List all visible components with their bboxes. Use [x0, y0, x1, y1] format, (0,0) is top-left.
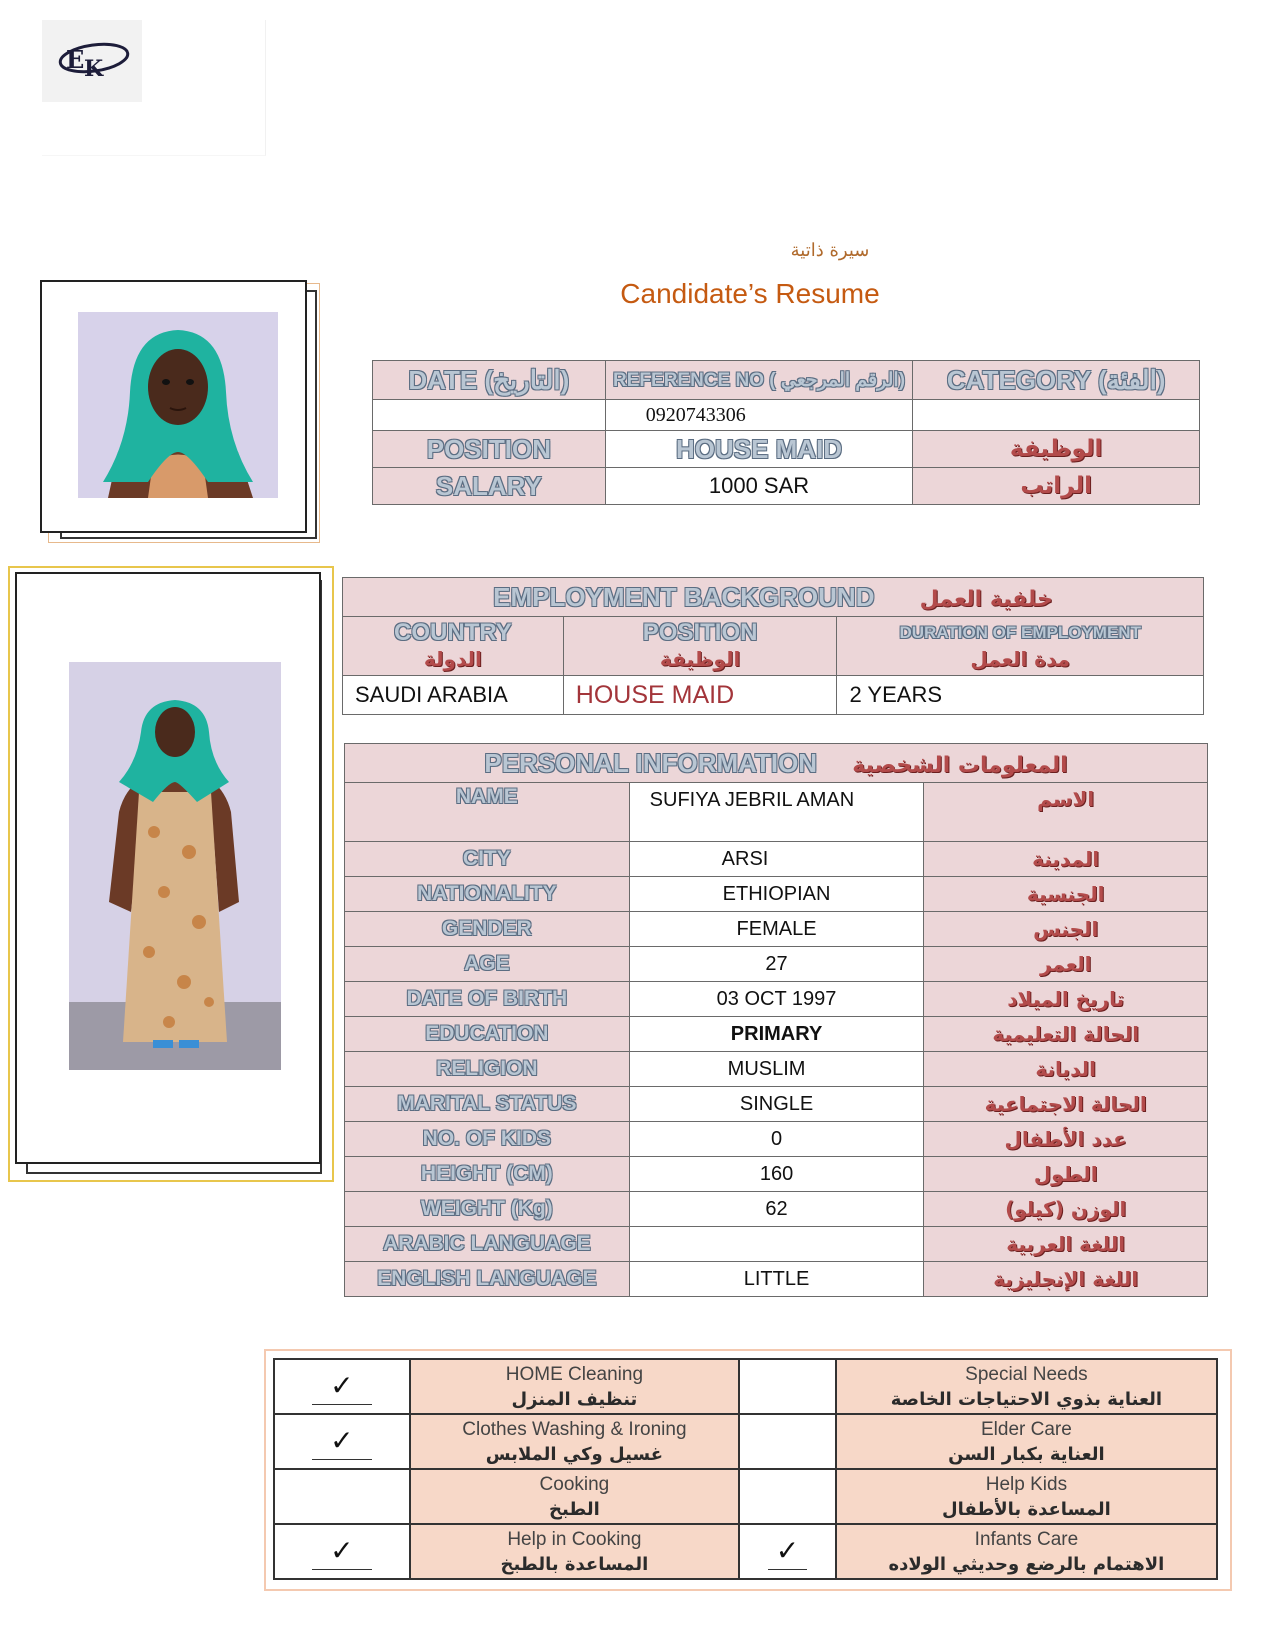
marital-status-label-arabic: الحالة الاجتماعية: [924, 1087, 1208, 1122]
skill-label-arabic: المساعدة بالطبخ: [500, 1553, 649, 1575]
city-label: CITY: [345, 842, 630, 877]
nationality-label-arabic: الجنسية: [924, 877, 1208, 912]
marital-status-value: SINGLE: [629, 1087, 924, 1122]
duration-label: DURATION OF EMPLOYMENT: [899, 623, 1141, 642]
skill-label-arabic: العناية بكبار السن: [948, 1443, 1105, 1465]
salary-value: 1000 SAR: [605, 468, 913, 505]
skill-label: Help in Cooking: [507, 1528, 642, 1550]
page-title: Candidate’s Resume: [620, 278, 880, 309]
education-label-arabic: الحالة التعليمية: [924, 1017, 1208, 1052]
nationality-value: ETHIOPIAN: [629, 877, 924, 912]
skill-clothes-washing: [410, 1414, 739, 1469]
emp-position-label-arabic: الوظيفة: [659, 647, 741, 671]
age-value: 27: [629, 947, 924, 982]
skill-elder-care: [836, 1414, 1217, 1469]
skill-label-arabic: تنظيف المنزل: [511, 1388, 638, 1410]
check-special-needs: [739, 1359, 836, 1414]
kids-label: NO. OF KIDS: [345, 1122, 630, 1157]
employment-heading-arabic: خلفية العمل: [919, 586, 1053, 612]
education-value: PRIMARY: [629, 1017, 924, 1052]
dob-label: DATE OF BIRTH: [345, 982, 630, 1017]
svg-text:K: K: [84, 56, 104, 82]
title-arabic: سيرة ذاتية: [790, 240, 870, 261]
skills-table: [273, 1358, 1218, 1580]
skill-help-kids: [836, 1469, 1217, 1524]
country-value: SAUDI ARABIA: [343, 676, 564, 715]
education-label: EDUCATION: [345, 1017, 630, 1052]
arabic-language-label-arabic: اللغة العربية: [924, 1227, 1208, 1262]
skill-cooking: [410, 1469, 739, 1524]
arabic-language-label: ARABIC LANGUAGE: [345, 1227, 630, 1262]
city-label-arabic: المدينة: [924, 842, 1208, 877]
position-value: HOUSE MAID: [605, 431, 913, 468]
reference-label: REFERENCE NO ( الرقم المرجعي): [605, 361, 913, 400]
height-label: HEIGHT (CM): [345, 1157, 630, 1192]
name-label-arabic: الاسم: [924, 783, 1208, 842]
employment-heading: EMPLOYMENT BACKGROUND: [493, 581, 875, 612]
marital-status-label: MARITAL STATUS: [345, 1087, 630, 1122]
gender-value: FEMALE: [629, 912, 924, 947]
duration-label-arabic: مدة العمل: [970, 647, 1071, 671]
skill-special-needs: [836, 1359, 1217, 1414]
check-mark-icon: ✓: [312, 1533, 371, 1570]
category-label: CATEGORY (الفئة): [913, 361, 1200, 400]
country-header: [343, 617, 564, 676]
age-label-arabic: العمر: [924, 947, 1208, 982]
skill-label: Special Needs: [965, 1363, 1088, 1385]
logo-container: [42, 20, 266, 156]
skill-label-arabic: غسيل وكي الملابس: [485, 1443, 664, 1465]
summary-table: [372, 360, 1200, 505]
nationality-label: NATIONALITY: [345, 877, 630, 912]
name-value: SUFIYA JEBRIL AMAN: [629, 783, 924, 842]
kids-label-arabic: عدد الأطفال: [924, 1122, 1208, 1157]
skill-label: Help Kids: [985, 1473, 1068, 1495]
country-label: COUNTRY: [394, 619, 512, 646]
position-label-arabic: الوظيفة: [913, 431, 1200, 468]
height-label-arabic: الطول: [924, 1157, 1208, 1192]
personal-heading-cell: [345, 744, 1208, 783]
check-help-kids: [739, 1469, 836, 1524]
weight-label-arabic: الوزن (كيلو): [924, 1192, 1208, 1227]
religion-label-arabic: الديانة: [924, 1052, 1208, 1087]
english-language-label-arabic: اللغة الإنجليزية: [924, 1262, 1208, 1297]
weight-value: 62: [629, 1192, 924, 1227]
weight-label: WEIGHT (Kg): [345, 1192, 630, 1227]
reference-value: 0920743306: [605, 400, 913, 431]
skill-home-cleaning: [410, 1359, 739, 1414]
date-value: [373, 400, 606, 431]
dob-value: 03 OCT 1997: [629, 982, 924, 1017]
date-label: DATE (التاريخ): [373, 361, 606, 400]
duration-header: [837, 617, 1204, 676]
arabic-language-value: [629, 1227, 924, 1262]
category-value: [913, 400, 1200, 431]
emp-position-header: [563, 617, 837, 676]
skill-label: Elder Care: [981, 1418, 1072, 1440]
emp-position-value: HOUSE MAID: [563, 676, 837, 715]
check-mark-icon: ✓: [312, 1368, 371, 1405]
skill-label: Clothes Washing & Ironing: [462, 1418, 687, 1440]
check-elder-care: [739, 1414, 836, 1469]
skill-label: Cooking: [539, 1473, 610, 1495]
svg-text:E: E: [66, 45, 85, 74]
ek-logo-icon: [52, 36, 132, 86]
check-mark-icon: ✓: [312, 1423, 371, 1460]
company-logo: [42, 20, 142, 102]
age-label: AGE: [345, 947, 630, 982]
fullbody-photo: [69, 662, 281, 1070]
skill-infants-care: [836, 1524, 1217, 1579]
check-cooking: [274, 1469, 410, 1524]
gender-label: GENDER: [345, 912, 630, 947]
name-label: NAME: [345, 783, 630, 842]
english-language-value: LITTLE: [629, 1262, 924, 1297]
religion-value: MUSLIM: [629, 1052, 924, 1087]
english-language-label: ENGLISH LANGUAGE: [345, 1262, 630, 1297]
skill-label: HOME Cleaning: [505, 1363, 644, 1385]
check-mark-icon: ✓: [768, 1533, 807, 1570]
check-clothes-washing: [274, 1414, 410, 1469]
employment-table: [342, 577, 1204, 715]
religion-label: RELIGION: [345, 1052, 630, 1087]
check-infants-care: [739, 1524, 836, 1579]
emp-position-label: POSITION: [642, 619, 758, 646]
dob-label-arabic: تاريخ الميلاد: [924, 982, 1208, 1017]
personal-heading: PERSONAL INFORMATION: [484, 747, 818, 778]
skill-label-arabic: الطبخ: [548, 1498, 600, 1520]
duration-value: 2 YEARS: [837, 676, 1204, 715]
position-label: POSITION: [373, 431, 606, 468]
height-value: 160: [629, 1157, 924, 1192]
employment-heading-cell: [343, 578, 1204, 617]
skill-help-in-cooking: [410, 1524, 739, 1579]
salary-label: SALARY: [373, 468, 606, 505]
skill-label-arabic: الاهتمام بالرضع وحديثي الولاده: [888, 1553, 1165, 1575]
kids-value: 0: [629, 1122, 924, 1157]
country-label-arabic: الدولة: [423, 647, 482, 671]
personal-info-table: [344, 743, 1208, 1297]
skill-label-arabic: العناية بذوي الاحتياجات الخاصة: [890, 1388, 1163, 1410]
gender-label-arabic: الجنس: [924, 912, 1208, 947]
skill-label: Infants Care: [974, 1528, 1079, 1550]
portrait-photo: [78, 312, 278, 498]
skill-label-arabic: المساعدة بالأطفال: [941, 1498, 1111, 1520]
city-value: ARSI: [629, 842, 924, 877]
personal-heading-arabic: المعلومات الشخصية: [852, 752, 1068, 778]
check-home-cleaning: [274, 1359, 410, 1414]
salary-label-arabic: الراتب: [913, 468, 1200, 505]
check-help-in-cooking: [274, 1524, 410, 1579]
